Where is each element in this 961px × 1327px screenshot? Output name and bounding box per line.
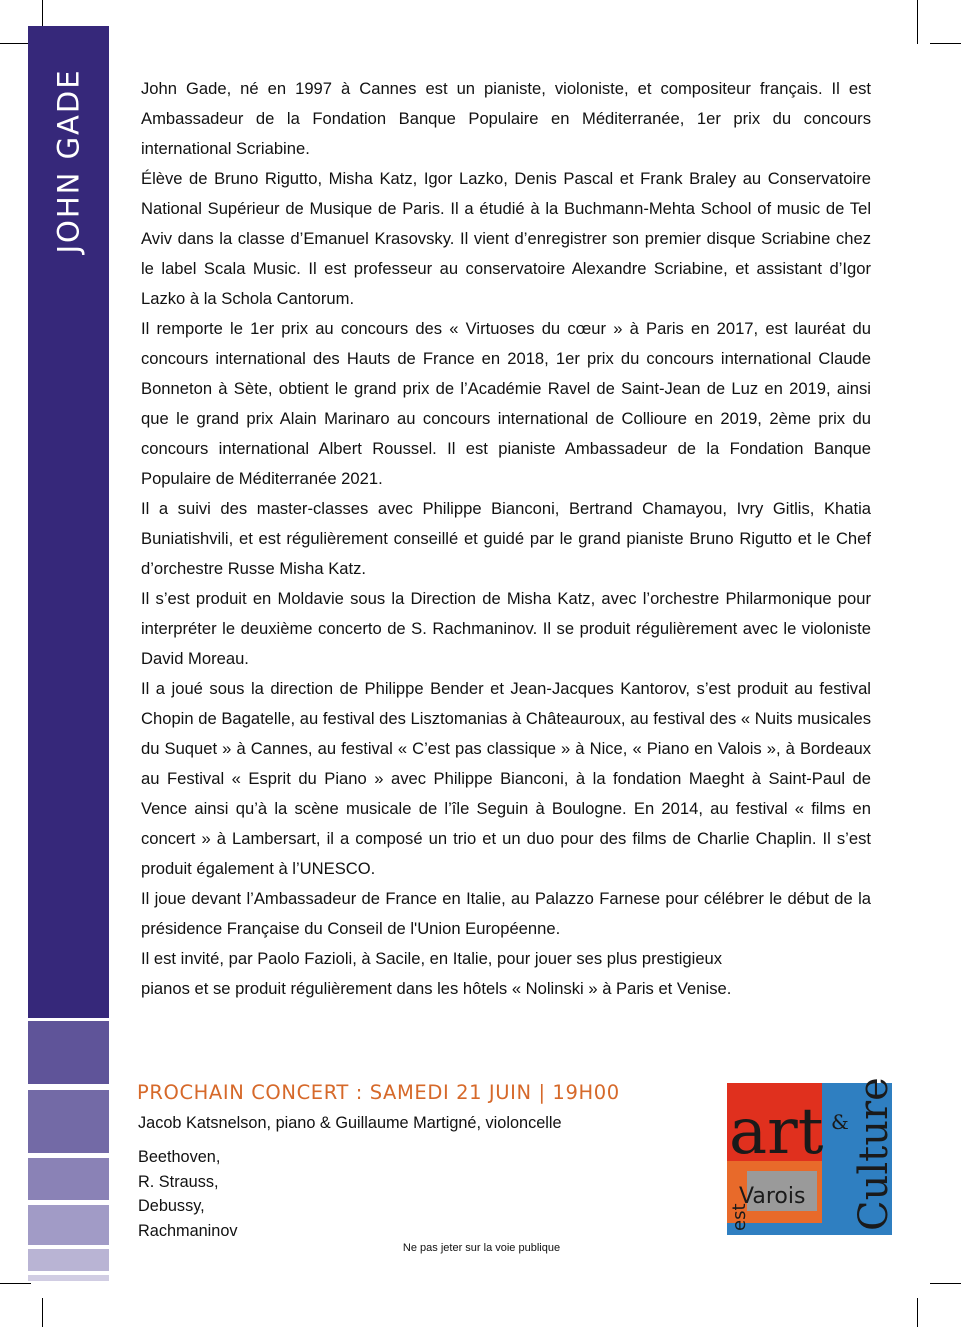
concert-program: [138, 1145, 238, 1243]
bio-line: Il est invité, par Paolo Fazioli, à Sacile, en Italie, pour jouer ses plus prestigieux: [141, 949, 723, 968]
crop-mark: [930, 1283, 961, 1284]
disclaimer-text: Ne pas jeter sur la voie publique: [402, 1242, 561, 1254]
crop-mark: [917, 0, 918, 44]
sidebar-block: [28, 1021, 109, 1084]
composer-item: Debussy,: [138, 1197, 205, 1215]
disclaimer: [0, 1242, 961, 1254]
artist-name: JOHN GADE: [51, 68, 86, 254]
sidebar-block: [28, 1275, 109, 1281]
sidebar-block: [28, 1205, 109, 1245]
crop-mark: [0, 1283, 31, 1284]
bio-paragraph: Il joue devant l’Ambassadeur de France en Italie, au Palazzo Farnese pour célébrer le début de la présidence Française du Conseil de l'Union Européenne.: [141, 889, 871, 938]
bio-paragraph: Il a suivi des master-classes avec Philippe Bianconi, Bertrand Chamayou, Ivry Gitlis, Khatia Buniatishvili, et est régulièrement conseillé et guidé par le grand pianiste Bruno Rigutto et le Chef d’orchestre Russe Misha Katz.: [141, 499, 871, 578]
bio-line: pianos et se produit régulièrement dans les hôtels « Nolinski » à Paris et Venise.: [141, 979, 732, 998]
bio-paragraph: Il s’est produit en Moldavie sous la Direction de Misha Katz, avec l’orchestre Philarmonique pour interpréter le deuxième concerto de S. Rachmaninov. Il se produit régulièrement avec le violoniste David Moreau.: [141, 589, 871, 668]
crop-mark: [930, 43, 961, 44]
logo-word-est: est: [729, 1203, 750, 1231]
composer-item: Beethoven,: [138, 1148, 221, 1166]
bio-paragraph: Il remporte le 1er prix au concours des « Virtuoses du cœur » à Paris en 2017, est lauréat du concours international des Hauts de France en 2018, 1er prix du concours international Claude Bonneton à Sète, obtient le grand prix de l’Académie Ravel de Saint-Jean de Luz en 2019, ainsi que le grand prix Alain Marinaro au concours international de Collioure en 2019, 2ème prix du concours international Albert Roussel. Il est pianiste Ambassadeur de la Fondation Banque Populaire de Méditerranée 2021.: [141, 319, 871, 488]
sidebar-title: [28, 26, 109, 296]
sidebar-block: [28, 1090, 109, 1153]
logo-word-art: art: [729, 1095, 824, 1169]
art-et-culture-logo: [727, 1077, 897, 1235]
composer-item: Rachmaninov: [138, 1221, 238, 1240]
crop-mark: [0, 43, 31, 44]
logo-ampersand: &: [831, 1110, 849, 1134]
bio-paragraph: John Gade, né en 1997 à Cannes est un pianiste, violoniste, et compositeur français. Il est Ambassadeur de la Fondation Banque Populaire en Méditerranée, 1er prix du concours international Scriabine.: [141, 79, 871, 158]
logo-word-culture: Culture: [851, 1077, 897, 1231]
concert-performers: Jacob Katsnelson, piano & Guillaume Martigné, violoncelle: [138, 1114, 562, 1132]
next-concert-heading: PROCHAIN CONCERT : SAMEDI 21 JUIN | 19H00: [137, 1081, 620, 1104]
biography: [141, 74, 871, 1004]
crop-mark: [42, 1298, 43, 1327]
sidebar-block: [28, 1158, 109, 1200]
crop-mark: [917, 1298, 918, 1327]
composer-item: R. Strauss,: [138, 1172, 219, 1191]
logo-word-varois: Varois: [739, 1184, 806, 1209]
bio-paragraph: Il a joué sous la direction de Philippe Bender et Jean-Jacques Kantorov, s’est produit au festival Chopin de Bagatelle, au festival des Lisztomanias à Châteauroux, au festival des « Nuits musicales du Suquet » à Cannes, au festival « C’est pas classique » à Nice, « Piano en Valois », à Bordeaux au Festival « Esprit du Piano » avec Philippe Bianconi, à la fondation Maeght à Saint-Paul de Vence ainsi qu’à la scène musicale de l’île Seguin à Boulogne. En 2014, au festival « films en concert » à Lambersart, il a composé un trio et un duo pour des films de Charlie Chaplin. Il s’est produit également à l’UNESCO.: [141, 679, 871, 878]
bio-paragraph: Élève de Bruno Rigutto, Misha Katz, Igor Lazko, Denis Pascal et Frank Braley au Conservatoire National Supérieur de Musique de Paris. Il a étudié à la Buchmann-Mehta School of music de Tel Aviv dans la classe d’Emanuel Krasovsky. Il vient d’enregistrer son premier disque Scriabine chez le label Scala Music. Il est professeur au conservatoire Alexandre Scriabine, et assistant d’Igor Lazko à la Schola Cantorum.: [141, 169, 871, 308]
